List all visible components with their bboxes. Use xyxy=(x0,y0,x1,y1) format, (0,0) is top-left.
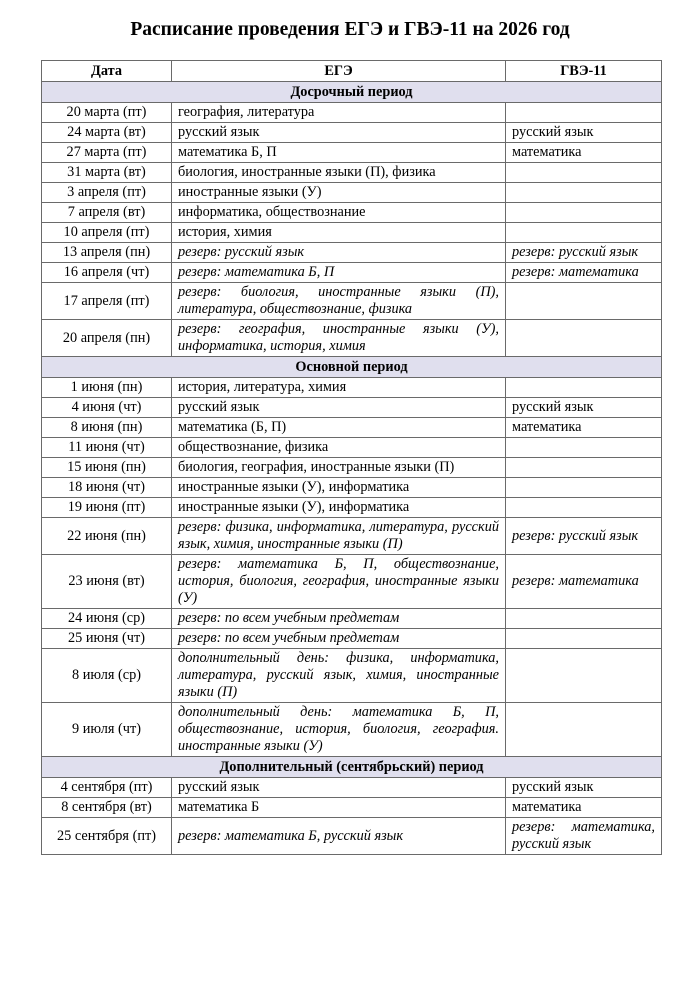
gve-subjects-cell xyxy=(506,223,662,243)
date-cell: 17 апреля (пт) xyxy=(42,283,172,320)
date-cell: 4 сентября (пт) xyxy=(42,778,172,798)
table-row xyxy=(42,649,662,703)
gve-subjects-cell xyxy=(506,498,662,518)
table-row xyxy=(42,203,662,223)
gve-subjects-cell xyxy=(506,203,662,223)
table-header-row xyxy=(42,61,662,82)
period-row xyxy=(42,757,662,778)
table-row xyxy=(42,629,662,649)
ege-subjects-cell: русский язык xyxy=(172,778,506,798)
gve-subjects-cell xyxy=(506,478,662,498)
table-row xyxy=(42,103,662,123)
date-cell: 8 июня (пн) xyxy=(42,418,172,438)
page-title: Расписание проведения ЕГЭ и ГВЭ-11 на 2026 год xyxy=(130,19,570,40)
ege-subjects-cell: информатика, обществознание xyxy=(172,203,506,223)
ege-subjects-cell: дополнительный день: физика, информатика, литература, русский язык, химия, иностранные языки (П) xyxy=(172,649,506,703)
period-row xyxy=(42,82,662,103)
ege-subjects-cell: иностранные языки (У), информатика xyxy=(172,498,506,518)
gve-subjects-cell: математика xyxy=(506,143,662,163)
ege-subjects-cell: резерв: по всем учебным предметам xyxy=(172,629,506,649)
date-cell: 22 июня (пн) xyxy=(42,518,172,555)
table-row xyxy=(42,478,662,498)
gve-subjects-cell xyxy=(506,438,662,458)
ege-subjects-cell: математика Б, П xyxy=(172,143,506,163)
ege-subjects-cell: иностранные языки (У), информатика xyxy=(172,478,506,498)
date-cell: 19 июня (пт) xyxy=(42,498,172,518)
date-cell: 13 апреля (пн) xyxy=(42,243,172,263)
ege-subjects-cell: резерв: русский язык xyxy=(172,243,506,263)
ege-subjects-cell: резерв: география, иностранные языки (У), информатика, история, химия xyxy=(172,320,506,357)
schedule-table xyxy=(41,60,662,855)
table-row xyxy=(42,703,662,757)
table-row xyxy=(42,778,662,798)
date-cell: 11 июня (чт) xyxy=(42,438,172,458)
gve-subjects-cell: русский язык xyxy=(506,123,662,143)
date-cell: 24 марта (вт) xyxy=(42,123,172,143)
table-row xyxy=(42,183,662,203)
table-row xyxy=(42,223,662,243)
table-row xyxy=(42,398,662,418)
date-cell: 4 июня (чт) xyxy=(42,398,172,418)
ege-subjects-cell: русский язык xyxy=(172,123,506,143)
date-cell: 31 марта (вт) xyxy=(42,163,172,183)
date-cell: 15 июня (пн) xyxy=(42,458,172,478)
table-row xyxy=(42,243,662,263)
gve-subjects-cell: резерв: русский язык xyxy=(506,243,662,263)
gve-subjects-cell xyxy=(506,378,662,398)
ege-subjects-cell: русский язык xyxy=(172,398,506,418)
date-cell: 20 апреля (пн) xyxy=(42,320,172,357)
ege-subjects-cell: дополнительный день: математика Б, П, обществознание, история, биология, география. иностранные языки (У) xyxy=(172,703,506,757)
date-cell: 20 марта (пт) xyxy=(42,103,172,123)
table-row xyxy=(42,498,662,518)
table-row xyxy=(42,609,662,629)
gve-subjects-cell xyxy=(506,609,662,629)
gve-subjects-cell: русский язык xyxy=(506,398,662,418)
date-cell: 25 июня (чт) xyxy=(42,629,172,649)
date-cell: 16 апреля (чт) xyxy=(42,263,172,283)
gve-subjects-cell xyxy=(506,183,662,203)
ege-subjects-cell: биология, иностранные языки (П), физика xyxy=(172,163,506,183)
header-ege: ЕГЭ xyxy=(172,61,506,82)
gve-subjects-cell: русский язык xyxy=(506,778,662,798)
ege-subjects-cell: география, литература xyxy=(172,103,506,123)
ege-subjects-cell: биология, география, иностранные языки (П) xyxy=(172,458,506,478)
gve-subjects-cell xyxy=(506,103,662,123)
table-row xyxy=(42,283,662,320)
gve-subjects-cell: резерв: математика xyxy=(506,263,662,283)
gve-subjects-cell xyxy=(506,629,662,649)
table-row xyxy=(42,818,662,855)
date-cell: 8 сентября (вт) xyxy=(42,798,172,818)
ege-subjects-cell: история, литература, химия xyxy=(172,378,506,398)
date-cell: 27 марта (пт) xyxy=(42,143,172,163)
period-heading: Основной период xyxy=(42,357,662,378)
ege-subjects-cell: обществознание, физика xyxy=(172,438,506,458)
table-row xyxy=(42,438,662,458)
table-row xyxy=(42,458,662,478)
ege-subjects-cell: резерв: математика Б, П xyxy=(172,263,506,283)
header-date: Дата xyxy=(42,61,172,82)
date-cell: 3 апреля (пт) xyxy=(42,183,172,203)
table-row xyxy=(42,263,662,283)
ege-subjects-cell: резерв: математика Б, П, обществознание, история, биология, география, иностранные языки (У) xyxy=(172,555,506,609)
gve-subjects-cell xyxy=(506,283,662,320)
table-row xyxy=(42,378,662,398)
date-cell: 23 июня (вт) xyxy=(42,555,172,609)
gve-subjects-cell: математика xyxy=(506,418,662,438)
table-row xyxy=(42,555,662,609)
ege-subjects-cell: математика Б xyxy=(172,798,506,818)
gve-subjects-cell: резерв: русский язык xyxy=(506,518,662,555)
gve-subjects-cell xyxy=(506,703,662,757)
date-cell: 1 июня (пн) xyxy=(42,378,172,398)
date-cell: 18 июня (чт) xyxy=(42,478,172,498)
header-gve: ГВЭ-11 xyxy=(506,61,662,82)
ege-subjects-cell: резерв: биология, иностранные языки (П), литература, обществознание, физика xyxy=(172,283,506,320)
gve-subjects-cell xyxy=(506,649,662,703)
table-row xyxy=(42,320,662,357)
ege-subjects-cell: математика (Б, П) xyxy=(172,418,506,438)
date-cell: 24 июня (ср) xyxy=(42,609,172,629)
table-row xyxy=(42,163,662,183)
ege-subjects-cell: история, химия xyxy=(172,223,506,243)
gve-subjects-cell xyxy=(506,163,662,183)
table-row xyxy=(42,798,662,818)
date-cell: 8 июля (ср) xyxy=(42,649,172,703)
gve-subjects-cell: резерв: математика, русский язык xyxy=(506,818,662,855)
period-heading: Дополнительный (сентябрьский) период xyxy=(42,757,662,778)
date-cell: 10 апреля (пт) xyxy=(42,223,172,243)
table-row xyxy=(42,518,662,555)
table-row xyxy=(42,418,662,438)
date-cell: 7 апреля (вт) xyxy=(42,203,172,223)
table-row xyxy=(42,143,662,163)
ege-subjects-cell: резерв: по всем учебным предметам xyxy=(172,609,506,629)
schedule-body xyxy=(42,82,662,855)
gve-subjects-cell: математика xyxy=(506,798,662,818)
gve-subjects-cell xyxy=(506,320,662,357)
ege-subjects-cell: иностранные языки (У) xyxy=(172,183,506,203)
date-cell: 25 сентября (пт) xyxy=(42,818,172,855)
gve-subjects-cell: резерв: математика xyxy=(506,555,662,609)
gve-subjects-cell xyxy=(506,458,662,478)
ege-subjects-cell: резерв: физика, информатика, литература, русский язык, химия, иностранные языки (П) xyxy=(172,518,506,555)
date-cell: 9 июля (чт) xyxy=(42,703,172,757)
table-row xyxy=(42,123,662,143)
period-heading: Досрочный период xyxy=(42,82,662,103)
period-row xyxy=(42,357,662,378)
ege-subjects-cell: резерв: математика Б, русский язык xyxy=(172,818,506,855)
